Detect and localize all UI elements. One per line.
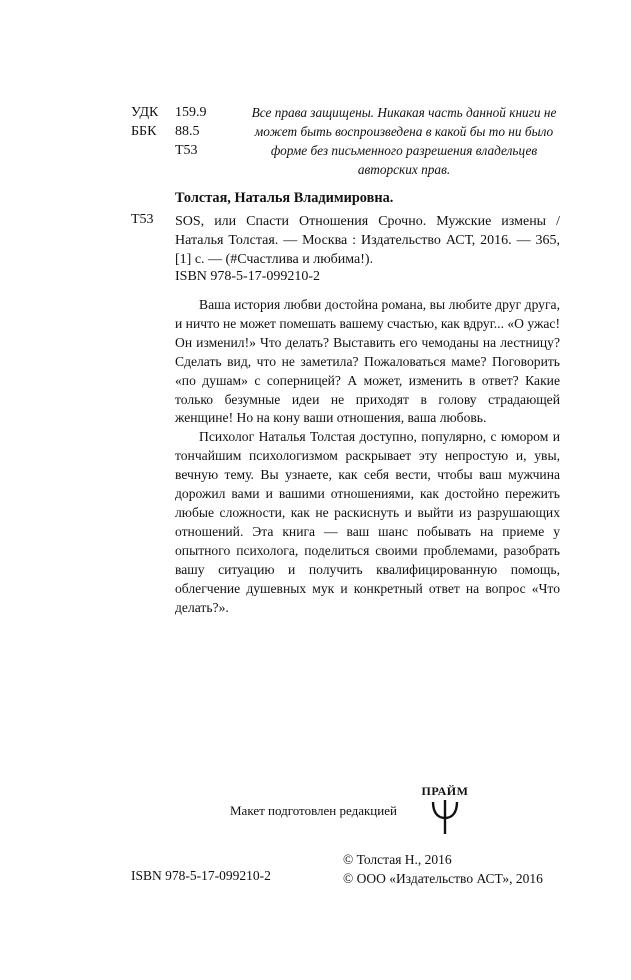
annotation-paragraph: Ваша история любви достойна романа, вы любите друг друга, и ничто не может помешать вашему счастью, как вдруг... «О ужас! Он изменил!» Что делать? Выставить его чемоданы на лестницу? Сделать вид, что не заметила? Пожаловаться маме? Поговорить «по душам» с соперницей? А может, изменить в ответ? Какие только безумные идеи не приходят в голову страдающей женщине! Но на кону ваши отношения, ваша любовь.	[175, 297, 560, 426]
bibliographic-text: SOS, или Спасти Отношения Срочно. Мужские измены / Наталья Толстая. — Москва : Издательство АСТ, 2016. — 365,[1] с. — (#Счастлива и любима!).	[175, 214, 560, 267]
copyright-publisher: © ООО «Издательство АСТ», 2016	[343, 871, 543, 886]
copyright-author: © Толстая Н., 2016	[343, 852, 452, 867]
copyright-block	[343, 850, 543, 888]
author-mark: Т53	[175, 143, 198, 158]
author-heading: Толстая, Наталья Владимировна.	[175, 190, 394, 206]
bbk-value: 88.5	[175, 124, 200, 139]
publisher-logo-text: ПРАЙМ	[421, 784, 469, 798]
isbn-top: ISBN 978-5-17-099210-2	[175, 269, 321, 284]
psi-logo-icon	[429, 796, 461, 836]
isbn-bottom: ISBN 978-5-17-099210-2	[131, 868, 271, 883]
bibliographic-record	[175, 212, 560, 269]
annotation	[175, 296, 560, 617]
rights-notice: Все права защищены. Никакая часть данной книги не может быть воспроизведена в какой бы то ни было форме без письменного разрешения владельцев авторских прав.	[251, 105, 557, 177]
udk-value: 159.9	[175, 105, 207, 120]
annotation-paragraph: Психолог Наталья Толстая доступно, популярно, с юмором и тончайшим психологизмом раскрывает эту непростую и, увы, вечную тему. Вы узнаете, как себя вести, чтобы ваш мужчина дорожил вами и вашими отношениями, как достойно пережить любые сложности, как не раскиснуть и выйти из разрушающих отношений. Эта книга — ваш шанс побывать на приеме у опытного психолога, поделиться своими проблемами, разобрать вашу ситуацию и получить квалифицированную помощь, облегчение душевных мук и конкретный ответ на вопрос «Что делать?».	[175, 429, 560, 615]
udk-label: УДК	[131, 105, 159, 120]
bbk-label: ББК	[131, 124, 157, 139]
author-mark-left: Т53	[131, 212, 154, 227]
prepared-by-note: Макет подготовлен редакцией	[230, 803, 397, 818]
publisher-logo	[414, 784, 476, 836]
